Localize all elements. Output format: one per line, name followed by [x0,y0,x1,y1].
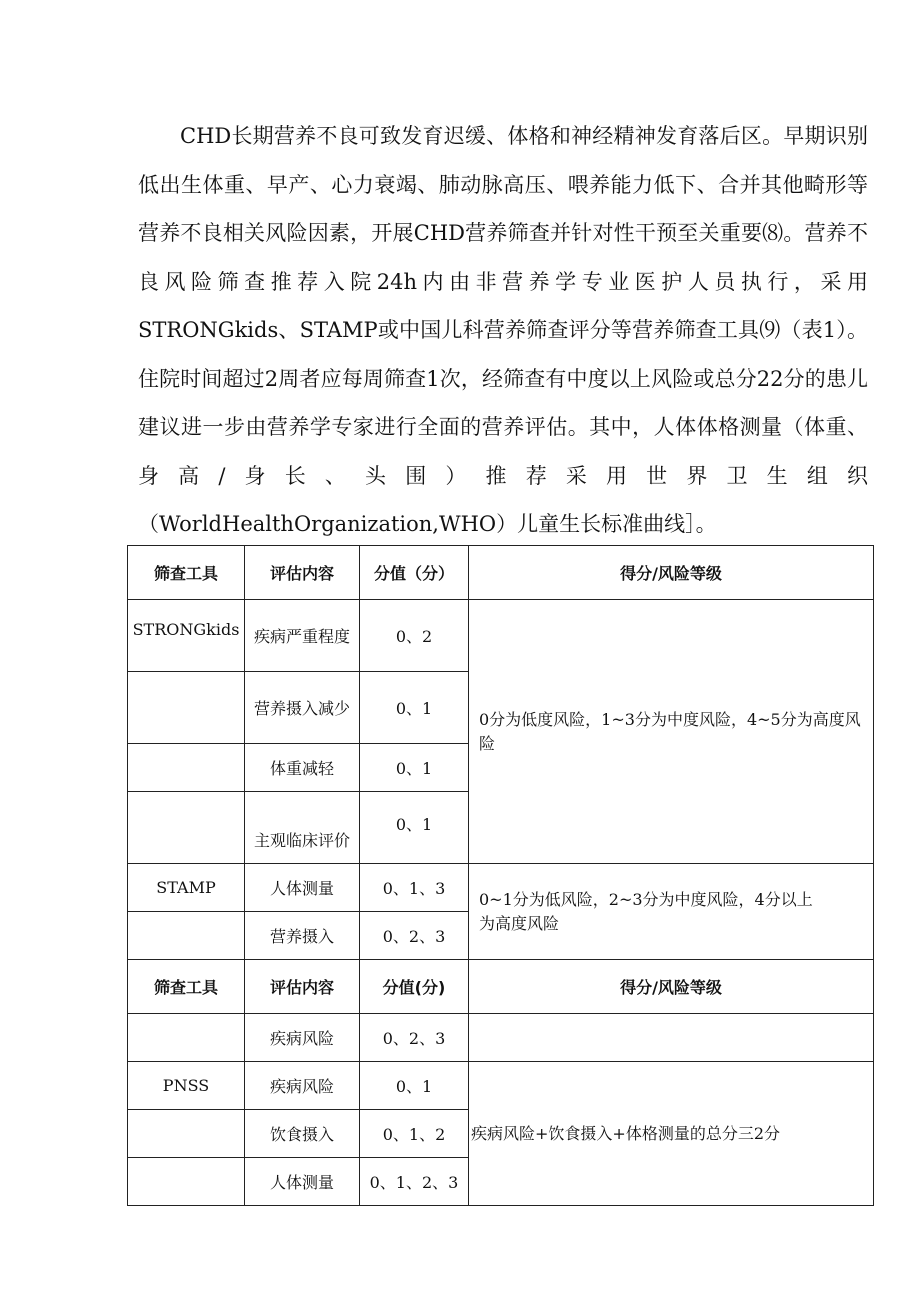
content-cell: 营养摄入 [245,912,360,960]
content-cell: 人体测量 [245,864,360,912]
score-cell: 0、1、2、3 [360,1158,469,1206]
score-cell: 0、2 [360,600,469,672]
risk-stamp [469,864,874,960]
content-cell: 疾病风险 [245,1014,360,1062]
content-cell: 疾病严重程度 [245,600,360,672]
header-risk: 得分/风险等级 [469,546,874,600]
score-cell: 0、2、3 [360,912,469,960]
screening-tools-table [127,545,874,1206]
empty-risk-cell [469,1014,874,1062]
table-row [128,600,874,672]
tool-stamp: STAMP [128,864,245,912]
content-cell: 疾病风险 [245,1062,360,1110]
content-cell: 人体测量 [245,1158,360,1206]
content-cell: 体重减轻 [245,744,360,792]
header-content: 评估内容 [245,960,360,1014]
empty-tool-cell [128,912,245,960]
empty-tool-cell [128,792,245,864]
table-header-row-2 [128,960,874,1014]
score-cell: 0、1、3 [360,864,469,912]
score-cell: 0、1 [360,1062,469,1110]
empty-tool-cell [128,1110,245,1158]
score-cell: 0、2、3 [360,1014,469,1062]
header-tool: 筛查工具 [128,960,245,1014]
score-cell: 0、1、2 [360,1110,469,1158]
empty-tool-cell [128,1014,245,1062]
score-cell: 0、1 [360,792,469,864]
score-cell: 0、1 [360,744,469,792]
header-score: 分值（分） [360,546,469,600]
score-cell: 0、1 [360,672,469,744]
header-score: 分值(分) [360,960,469,1014]
header-risk: 得分/风险等级 [469,960,874,1014]
body-paragraph: CHD长期营养不良可致发育迟缓、体格和神经精神发育落后区。早期识别低出生体重、早产、心力衰竭、肺动脉高压、喂养能力低下、合并其他畸形等营养不良相关风险因素，开展CHD营养筛查并针对性干预至关重要⑻。营养不良风险筛查推荐入院24h内由非营养学专业医护人员执行，采用STRONGkids、STAMP或中国儿科营养筛查评分等营养筛查工具⑼（表1）。住院时间超过2周者应每周筛查1次，经筛查有中度以上风险或总分22分的患儿建议进一步由营养学专家进行全面的营养评估。其中，人体体格测量（体重、身高/身长、头围）推荐采用世界卫生组织（WorldHealthOrganization,WHO）儿童生长标准曲线］。 [138,124,868,536]
content-cell: 饮食摄入 [245,1110,360,1158]
risk-strongkids: 0分为低度风险，1~3分为中度风险，4~5分为高度风险 [469,600,874,864]
table-row [128,1014,874,1062]
tool-strongkids: STRONGkids [128,600,245,672]
empty-tool-cell [128,744,245,792]
risk-pnss: 疾病风险+饮食摄入+体格测量的总分三2分 [469,1062,874,1206]
content-cell: 主观临床评价 [245,792,360,864]
empty-tool-cell [128,672,245,744]
table-header-row [128,546,874,600]
tool-pnss: PNSS [128,1062,245,1110]
header-content: 评估内容 [245,546,360,600]
risk-stamp-line1: 0~1分为低风险，2~3分为中度风险，4分以上 [479,889,813,909]
risk-stamp-line2: 为高度风险 [479,913,560,933]
empty-tool-cell [128,1158,245,1206]
content-cell: 营养摄入减少 [245,672,360,744]
table-row [128,864,874,912]
table-row [128,1062,874,1110]
header-tool: 筛查工具 [128,546,245,600]
